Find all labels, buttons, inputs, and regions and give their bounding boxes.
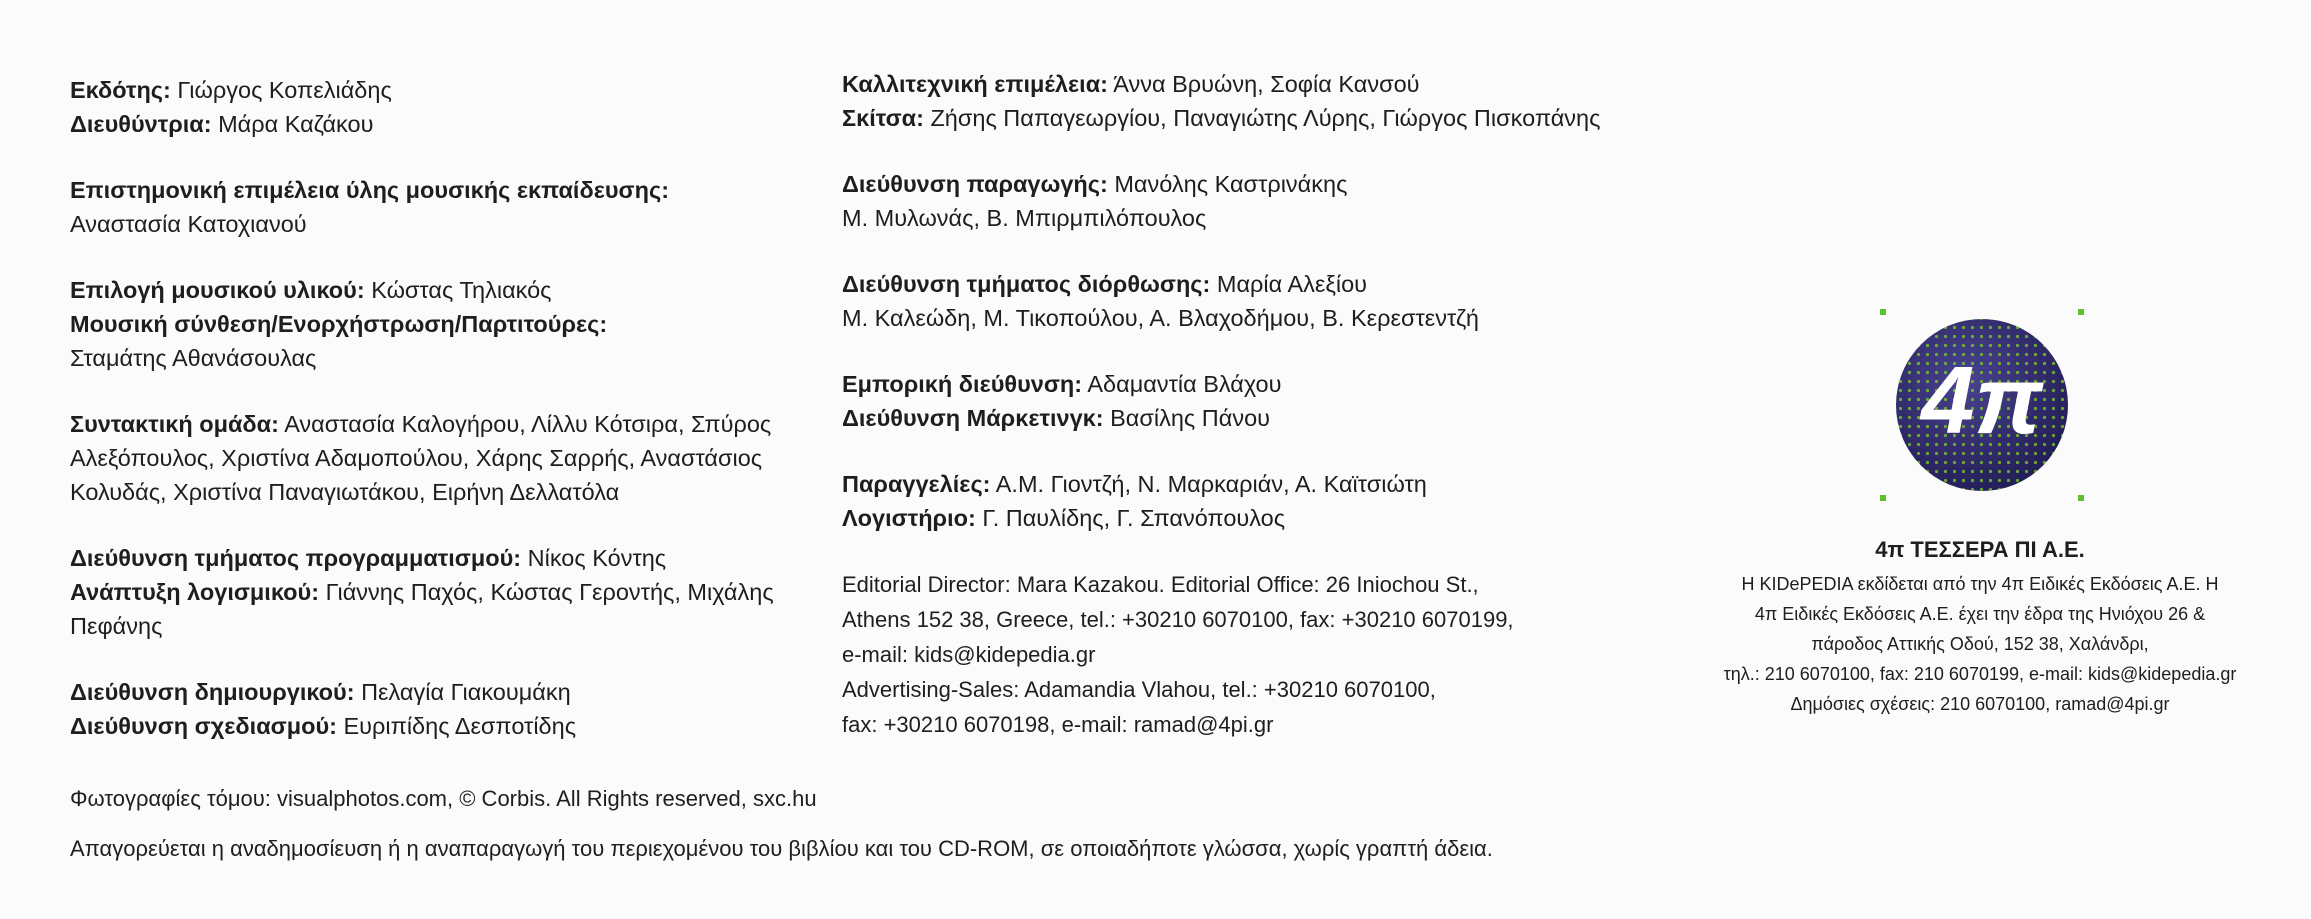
science-block [70,173,850,241]
art-label: Καλλιτεχνική επιμέλεια: [842,71,1108,97]
director-label: Διευθύντρια: [70,111,212,137]
art-line [842,67,1642,101]
publisher-block [70,73,850,141]
programming-line [70,541,850,575]
software-names-2: Πεφάνης [70,613,163,639]
editorial-names-1: Αναστασία Καλογήρου, Λίλλυ Κότσιρα, Σπύρος [284,411,772,437]
creative-label: Διεύθυνση δημιουργικού: [70,679,355,705]
science-label: Επιστημονική επιμέλεια ύλης μουσικής εκπαίδευσης: [70,177,670,203]
creative-name: Πελαγία Γιακουμάκη [361,679,571,705]
english-line-2: Athens 152 38, Greece, tel.: +30210 6070100, fax: +30210 6070199, [842,607,1514,632]
english-block [842,567,1642,742]
software-label: Ανάπτυξη λογισμικού: [70,579,320,605]
music-select-name: Κώστας Τηλιακός [371,277,552,303]
creative-block [70,675,850,743]
music-select-line [70,273,850,307]
marketing-line [842,401,1642,435]
proof-names-1: Μαρία Αλεξίου [1216,271,1368,297]
company-line-5: Δημόσιες σχέσεις: 210 6070100, ramad@4pi.gr [1790,694,2170,714]
programming-block [70,541,850,643]
marketing-name: Βασίλης Πάνου [1110,405,1270,431]
editorial-block [70,407,850,509]
proof-label: Διεύθυνση τμήματος διόρθωσης: [842,271,1211,297]
english-line-4: Advertising-Sales: Adamandia Vlahou, tel.: +30210 6070100, [842,677,1436,702]
commercial-label: Εμπορική διεύθυνση: [842,371,1083,397]
accounting-names: Γ. Παυλίδης, Γ. Σπανόπουλος [982,505,1286,531]
company-name: 4π ΤΕΣΣΕΡΑ ΠΙ Α.Ε. [1875,537,2085,562]
company-info [1700,535,2260,719]
commercial-block [842,367,1642,435]
production-names-2: Μ. Μυλωνάς, Β. Μπιρμπιλόπουλος [842,205,1207,231]
director-line [70,107,850,141]
commercial-name: Αδαμαντία Βλάχου [1087,371,1282,397]
english-line-1: Editorial Director: Mara Kazakou. Editorial Office: 26 Iniochou St., [842,572,1479,597]
company-line-2: 4π Ειδικές Εκδόσεις Α.Ε. έχει την έδρα της Ηνιόχου 26 & [1754,604,2206,624]
design-line [70,709,850,743]
credits-right-column [842,67,1642,774]
accounting-line [842,501,1642,535]
proof-names-2: Μ. Καλεώδη, Μ. Τικοπούλου, Α. Βλαχοδήμου, Β. Κερεστεντζή [842,305,1479,331]
publisher-line [70,73,850,107]
photos-credit: Φωτογραφίες τόμου: visualphotos.com, © Corbis. All Rights reserved, sxc.hu [70,786,817,811]
accounting-label: Λογιστήριο: [842,505,976,531]
credits-left-column [70,73,850,775]
software-names-1: Γιάννης Παχός, Κώστας Γεροντής, Μιχάλης [325,579,774,605]
director-name: Μάρα Καζάκου [218,111,374,137]
editorial-line-1 [70,407,850,441]
software-line [70,575,850,609]
4pi-logo-icon [1878,305,2088,505]
publisher-label: Εκδότης: [70,77,171,103]
production-line [842,167,1642,201]
music-comp-label: Μουσική σύνθεση/Ενορχήστρωση/Παρτιτούρες: [70,311,608,337]
music-select-label: Επιλογή μουσικού υλικού: [70,277,365,303]
sketch-line [842,101,1642,135]
logo-text: 4π [1921,347,2043,454]
programming-name: Νίκος Κόντης [527,545,667,571]
publisher-name: Γιώργος Κοπελιάδης [177,77,392,103]
orders-line [842,467,1642,501]
editorial-names-2: Αλεξόπουλος, Χριστίνα Αδαμοπούλου, Χάρης Σαρρής, Αναστάσιος [70,445,763,471]
sketch-label: Σκίτσα: [842,105,924,131]
production-block [842,167,1642,235]
creative-line [70,675,850,709]
proof-line [842,267,1642,301]
company-logo [1878,305,2088,505]
orders-names: Α.Μ. Γιοντζή, Ν. Μαρκαριάν, Α. Καϊτσιώτη [995,471,1427,497]
english-line-5: fax: +30210 6070198, e-mail: ramad@4pi.gr [842,712,1274,737]
art-names: Άννα Βρυώνη, Σοφία Κανσού [1113,71,1420,97]
copyright-notice: Απαγορεύεται η αναδημοσίευση ή η αναπαραγωγή του περιεχομένου του βιβλίου και του CD-ROM, σε οποιαδήποτε γλώσσα, χωρίς γραπτή άδεια. [70,836,1493,861]
company-line-3: πάροδος Αττικής Οδού, 152 38, Χαλάνδρι, [1811,634,2149,654]
commercial-line [842,367,1642,401]
music-block [70,273,850,375]
programming-label: Διεύθυνση τμήματος προγραμματισμού: [70,545,522,571]
music-comp-name: Σταμάτης Αθανάσουλας [70,345,317,371]
company-line-1: Η KIDePEDIA εκδίδεται από την 4π Ειδικές Εκδόσεις Α.Ε. Η [1741,574,2219,594]
design-name: Ευριπίδης Δεσποτίδης [343,713,577,739]
sketch-names: Ζήσης Παπαγεωργίου, Παναγιώτης Λύρης, Γιώργος Πισκοπάνης [930,105,1601,131]
art-block [842,67,1642,135]
marketing-label: Διεύθυνση Μάρκετινγκ: [842,405,1104,431]
design-label: Διεύθυνση σχεδιασμού: [70,713,337,739]
english-line-3: e-mail: kids@kidepedia.gr [842,642,1096,667]
production-label: Διεύθυνση παραγωγής: [842,171,1108,197]
company-line-4: τηλ.: 210 6070100, fax: 210 6070199, e-mail: kids@kidepedia.gr [1723,664,2237,684]
editorial-names-3: Κολυδάς, Χριστίνα Παναγιωτάκου, Ειρήνη Δελλατόλα [70,479,620,505]
orders-block [842,467,1642,535]
production-names-1: Μανόλης Καστρινάκης [1114,171,1348,197]
orders-label: Παραγγελίες: [842,471,991,497]
science-name: Αναστασία Κατοχιανού [70,211,307,237]
editorial-label: Συντακτική ομάδα: [70,411,279,437]
proof-block [842,267,1642,335]
